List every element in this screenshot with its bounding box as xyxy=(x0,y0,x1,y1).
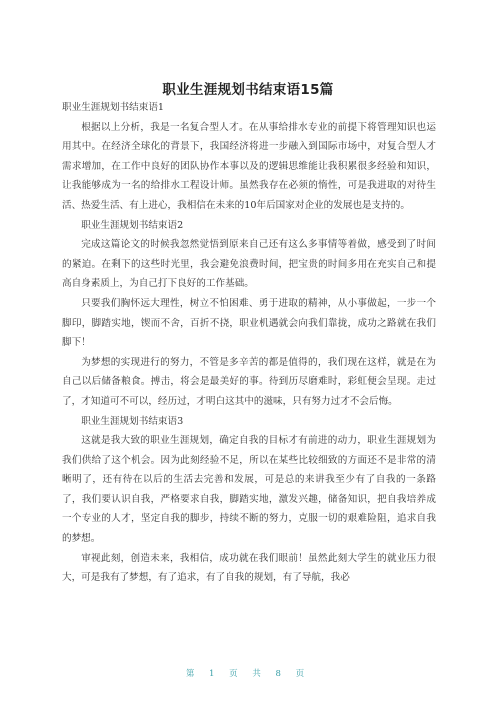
paragraph: 审视此刻，创造未来，我相信，成功就在我们眼前！虽然此刻大学生的就业压力很大，可是我有了梦想，有了追求，有了自我的规划，有了导航，我必 xyxy=(62,552,436,584)
document-title: 职业生涯规划书结束语15篇 xyxy=(162,82,334,98)
document-body xyxy=(62,98,436,588)
section-heading-3: 职业生涯规划书结束语3 xyxy=(81,415,184,427)
paragraph: 根据以上分析，我是一名复合型人才。在从事给排水专业的前提下将管理知识也运用其中。在经济全球化的背景下，我国经济将进一步融入到国际市场中，对复合型人才需求增加，在工作中良好的团队协作本事以及的逻辑思维能让我积累很多经验和知识，让我能够成为一名的给排水工程设计师。虽然我存在必须的惰性，可是我进取的对待生活、热爱生活、有上进心，我相信在未来的10年后国家对企业的发展也是支持的。 xyxy=(62,121,436,211)
paragraph: 这就是我大致的职业生涯规划，确定自我的目标才有前进的动力，职业生涯规划为我们供给了这个机会。因为此刻经验不足，所以在某些比较细致的方面还不是非常的清晰明了，还有待在以后的生活去完善和发展，可是总的来讲我至少有了自我的一条路了，我们要认识自我，严格要求自我，脚踏实地，激发兴趣，储备知识，把自我培养成一个专业的人才，坚定自我的脚步，持续不断的努力，克服一切的艰难险阻，追求自我的梦想。 xyxy=(62,435,436,545)
section-heading-1: 职业生涯规划书结束语1 xyxy=(62,102,165,113)
paragraph: 只要我们胸怀远大理性，树立不怕困难、勇于进取的精神，从小事做起，一步一个脚印，脚踏实地，锲而不舍，百折不挠，职业机遇就会向我们靠拢，成功之路就在我们脚下！ xyxy=(62,297,436,349)
section-heading-2: 职业生涯规划书结束语2 xyxy=(81,219,184,231)
paragraph: 完成这篇论文的时候我忽然觉悟到原来自己还有这么多事情等着做，感受到了时间的紧迫。在剩下的这些时光里，我会避免浪费时间，把宝贵的时间多用在充实自己和提高自身素质上，为自己打下良好的工作基础。 xyxy=(62,239,436,290)
page-number-footer: 第 1 页 共 8 页 xyxy=(185,669,311,679)
paragraph: 为梦想的实现进行的努力，不管是多辛苦的都是值得的，我们现在这样，就是在为自己以后储备粮食。搏击，将会是最美好的事。待到历尽磨难时，彩虹便会呈现。走过了，才知道可不可以，经历过，才明白这其中的滋味，只有努力过才不会后悔。 xyxy=(62,356,436,407)
